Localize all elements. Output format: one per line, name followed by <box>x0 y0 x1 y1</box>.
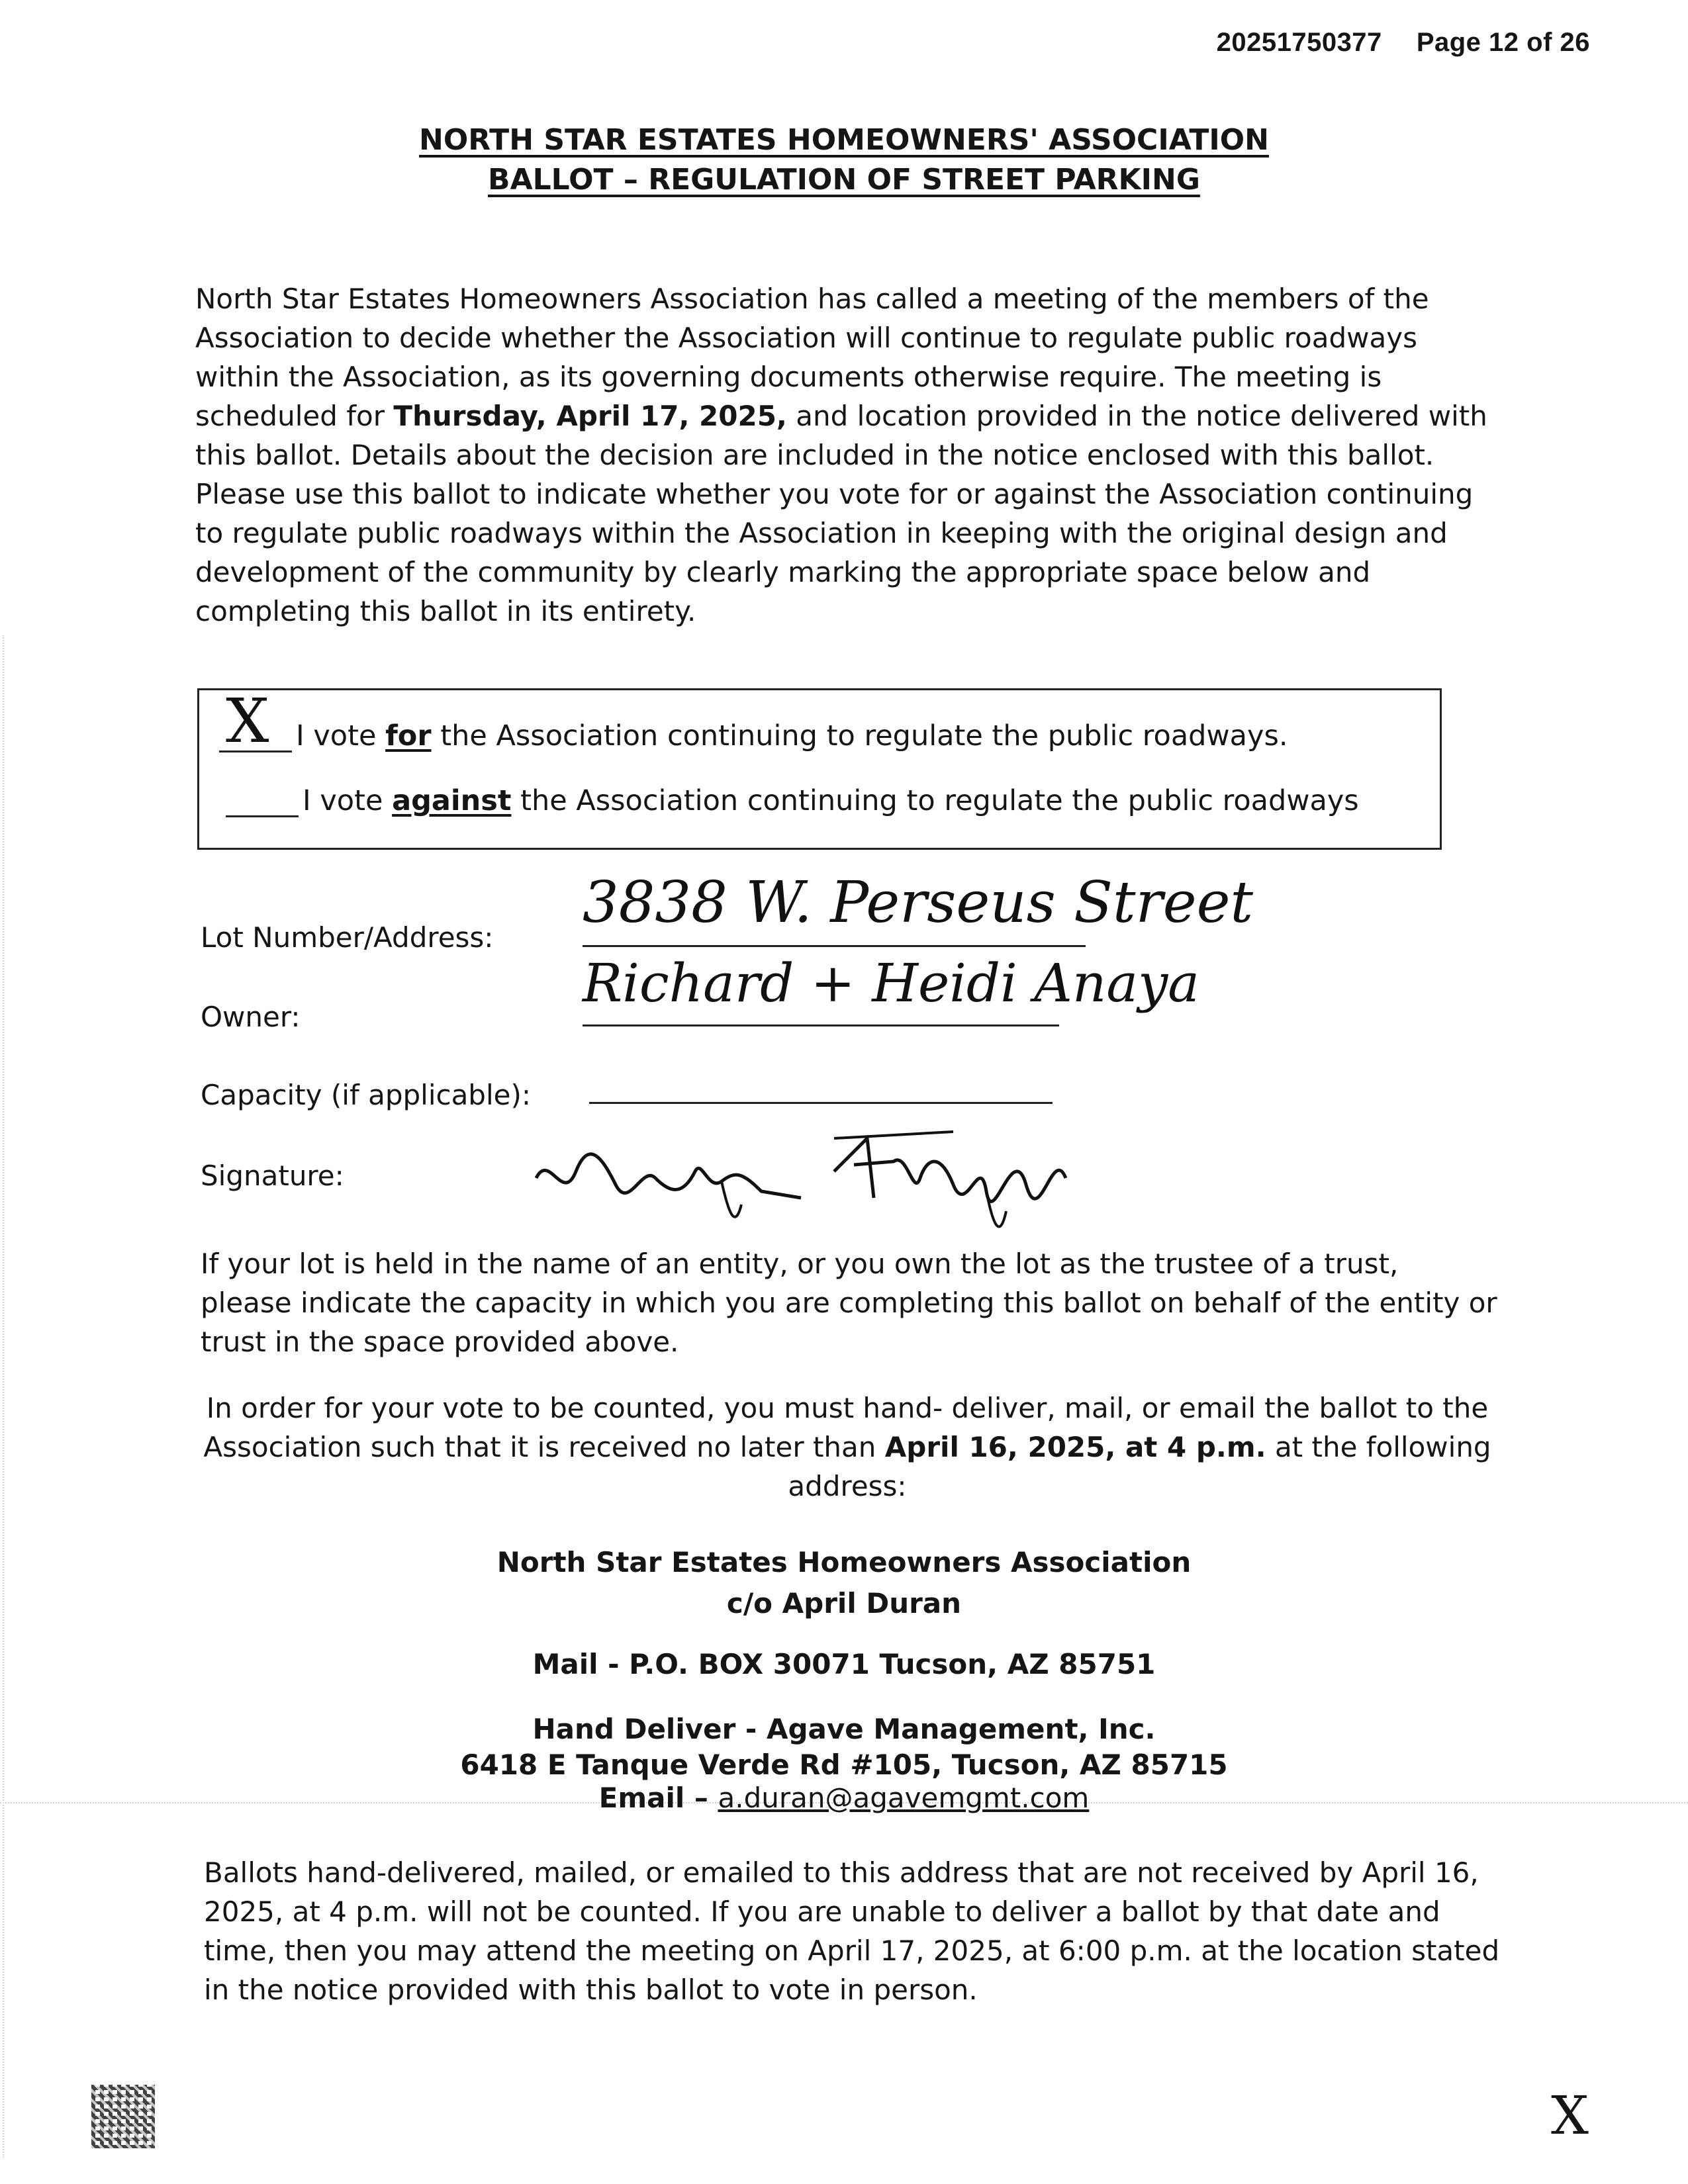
address-attn: c/o April Duran <box>726 1587 962 1619</box>
qr-code <box>91 2085 155 2148</box>
intro-text-1: North Star Estates Homeowners Association has called a meeting of the members of the Association to decide whether the Association will continue to regulate public roadways within the Association, as its governing documents otherwise require. The meeting is scheduled for <box>195 283 1429 432</box>
owner-value[interactable]: Richard + Heidi Anaya <box>583 952 1199 1014</box>
vote-mark: X <box>226 686 269 756</box>
signature-graphic <box>523 1099 1092 1244</box>
owner-label: Owner: <box>201 1001 301 1033</box>
scan-edge-line <box>3 635 4 2158</box>
against-word: against <box>392 784 512 817</box>
address-org: North Star Estates Homeowners Association <box>496 1546 1192 1578</box>
address-mail: Mail - P.O. BOX 30071 Tucson, AZ 85751 <box>532 1648 1156 1680</box>
signature-label: Signature: <box>201 1160 344 1192</box>
title-line-1: NORTH STAR ESTATES HOMEOWNERS' ASSOCIATION <box>419 123 1269 157</box>
ballot-choice-box <box>197 688 1442 850</box>
title-line-2: BALLOT – REGULATION OF STREET PARKING <box>488 163 1200 197</box>
address-email-line: Email – a.duran@agavemgmt.com <box>598 1782 1090 1814</box>
deadline-paragraph: In order for your vote to be counted, you must hand- deliver, mail, or email the ballot to the Association such that it is received no later than April 16, 2025, at 4 p.m. at the following address: <box>203 1392 1491 1502</box>
for-word: for <box>385 719 432 752</box>
document-header <box>1217 28 1590 58</box>
vote-against-option[interactable]: I vote against the Association continuing to regulate the public roadways <box>226 784 1359 817</box>
corner-mark: X <box>1551 2085 1589 2146</box>
vote-for-blank[interactable] <box>219 686 292 756</box>
closing-paragraph: Ballots hand-delivered, mailed, or emailed to this address that are not received by April 16, 2025, at 4 p.m. will not be counted. If you are unable to deliver a ballot by that date and time, then you may attend the meeting on April 17, 2025, at 6:00 p.m. at the location stated in the notice provided with this ballot to vote in person. <box>204 1856 1500 2006</box>
email-link[interactable]: a.duran@agavemgmt.com <box>718 1782 1090 1814</box>
entity-note: If your lot is held in the name of an entity, or you own the lot as the trustee of a trust, please indicate the capacity in which you are completing this ballot on behalf of the entity or trust in the space provided above. <box>201 1248 1497 1358</box>
lot-address-line <box>583 945 1086 947</box>
meeting-date: Thursday, April 17, 2025, <box>393 400 787 432</box>
vote-against-blank[interactable] <box>226 789 299 817</box>
intro-paragraph <box>195 279 1493 631</box>
deadline-date: April 16, 2025, at 4 p.m. <box>884 1431 1266 1463</box>
capacity-label: Capacity (if applicable): <box>201 1079 532 1111</box>
owner-line <box>583 1024 1059 1026</box>
intro-text-2: and location provided in the notice delivered with this ballot. Details about the decision are included in the notice enclosed with this ballot. Please use this ballot to indicate whether you vote for or against the Association continuing to regulate public roadways within the Association in keeping with the original design and development of the community by clearly marking the appropriate space below and completing this ballot in its entirety. <box>195 400 1487 627</box>
page-number: Page 12 of 26 <box>1416 28 1590 57</box>
address-hand-deliver: Hand Deliver - Agave Management, Inc. <box>532 1713 1156 1745</box>
lot-address-label: Lot Number/Address: <box>201 921 494 954</box>
lot-address-value[interactable]: 3838 W. Perseus Street <box>583 870 1254 936</box>
document-number: 20251750377 <box>1216 28 1382 57</box>
address-street: 6418 E Tanque Verde Rd #105, Tucson, AZ 85715 <box>460 1749 1228 1781</box>
vote-for-option[interactable]: X I vote for the Association continuing to regulate the public roadways. <box>219 719 1288 752</box>
